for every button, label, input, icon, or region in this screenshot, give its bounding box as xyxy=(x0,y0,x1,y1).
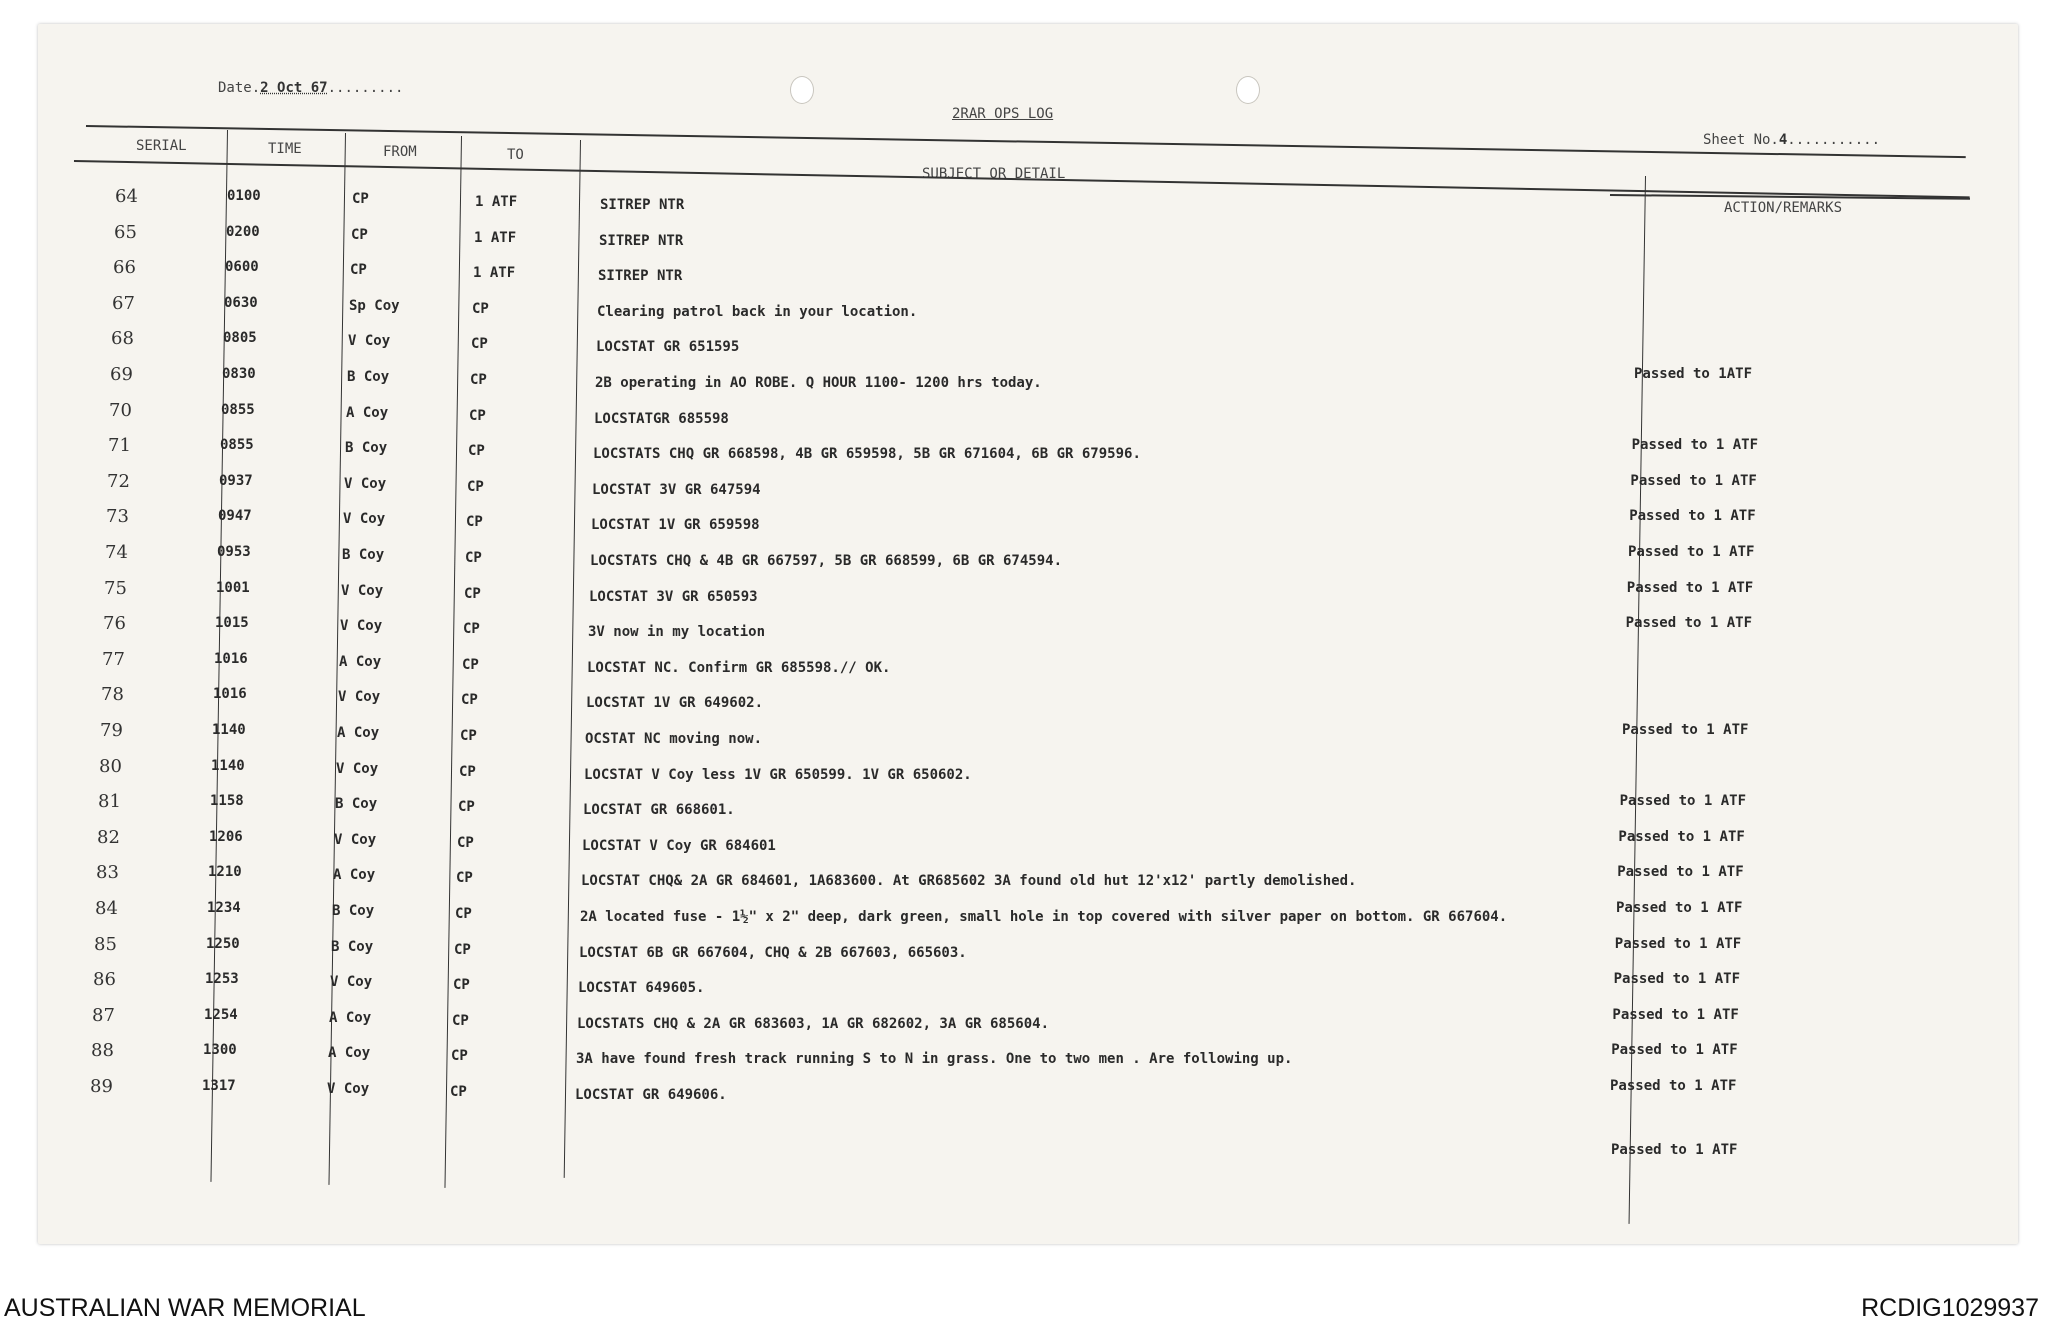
cell-serial: 78 xyxy=(101,684,124,706)
cell-detail: LOCSTAT 1V GR 659598 xyxy=(591,517,760,534)
cell-detail: SITREP NTR xyxy=(599,232,684,249)
cell-to: 1 ATF xyxy=(473,265,516,282)
cell-action: Passed to 1 ATF xyxy=(1625,615,1753,632)
cell-from: A Coy xyxy=(329,1009,372,1026)
cell-to: CP xyxy=(453,977,470,994)
cell-from: V Coy xyxy=(343,511,386,528)
cell-detail: LOCSTAT V Coy less 1V GR 650599. 1V GR 650602. xyxy=(584,766,972,783)
date-label: Date. xyxy=(218,80,261,96)
cell-detail: LOCSTAT 6B GR 667604, CHQ & 2B 667603, 665603. xyxy=(579,944,967,961)
cell-from: B Coy xyxy=(332,903,375,919)
cell-serial: 71 xyxy=(108,435,131,457)
cell-from: V Coy xyxy=(344,475,387,492)
cell-serial: 67 xyxy=(112,292,135,314)
cell-detail: SITREP NTR xyxy=(598,268,683,285)
cell-time: 0947 xyxy=(218,508,252,525)
cell-from: A Coy xyxy=(337,725,380,741)
cell-to: CP xyxy=(468,443,485,460)
cell-to: CP xyxy=(458,799,475,816)
cell-from: B Coy xyxy=(347,369,390,385)
cell-time: 0805 xyxy=(223,330,257,347)
cell-detail: 3V now in my location xyxy=(588,624,766,641)
cell-serial: 86 xyxy=(93,969,116,991)
col-header-to: TO xyxy=(507,147,524,163)
cell-action: Passed to 1ATF xyxy=(1634,366,1753,382)
cell-serial: 87 xyxy=(92,1004,115,1026)
cell-detail: LOCSTAT GR 668601. xyxy=(583,802,735,819)
cell-serial: 72 xyxy=(107,470,130,492)
cell-serial: 79 xyxy=(100,720,123,741)
cell-to: CP xyxy=(455,906,472,922)
cell-action: Passed to 1 ATF xyxy=(1612,1006,1739,1023)
col-header-subject: SUBJECT OR DETAIL xyxy=(922,166,1066,182)
cell-to: CP xyxy=(454,941,471,958)
cell-detail: LOCSTAT 649605. xyxy=(578,980,705,997)
cell-detail: LOCSTAT GR 649606. xyxy=(575,1087,727,1103)
cell-from: B Coy xyxy=(331,938,374,955)
cell-to: CP xyxy=(460,728,477,744)
cell-action: Passed to 1 ATF xyxy=(1622,722,1749,738)
cell-to: CP xyxy=(472,300,489,317)
cell-serial: 83 xyxy=(96,862,119,884)
cell-detail: LOCSTATGR 685598 xyxy=(594,410,729,427)
cell-serial: 75 xyxy=(104,577,127,599)
cell-to: CP xyxy=(465,550,482,566)
cell-time: 1206 xyxy=(209,828,243,845)
cell-time: 0100 xyxy=(227,188,261,204)
cell-detail: SITREP NTR xyxy=(600,197,685,213)
cell-from: V Coy xyxy=(340,618,383,635)
cell-from: A Coy xyxy=(346,404,389,421)
cell-from: V Coy xyxy=(341,582,384,599)
cell-serial: 77 xyxy=(102,648,125,670)
cell-from: CP xyxy=(352,191,369,207)
cell-detail: OCSTAT NC moving now. xyxy=(585,731,763,747)
cell-from: V Coy xyxy=(338,689,381,706)
cell-action: Passed to 1 ATF xyxy=(1611,1042,1738,1059)
cell-to: CP xyxy=(457,834,474,851)
cell-to: CP xyxy=(469,407,486,424)
cell-action: Passed to 1 ATF xyxy=(1629,508,1756,525)
sheet-label: Sheet No. xyxy=(1703,132,1779,148)
cell-to: CP xyxy=(461,692,478,709)
cell-from: A Coy xyxy=(328,1045,371,1062)
sheet-dots: ........... xyxy=(1787,132,1881,148)
cell-serial: 76 xyxy=(103,613,126,635)
cell-action: Passed to 1 ATF xyxy=(1630,472,1757,489)
cell-from: CP xyxy=(350,262,367,279)
cell-action: Passed to 1 ATF xyxy=(1628,544,1755,560)
cell-detail: LOCSTAT GR 651595 xyxy=(596,339,740,356)
cell-action: Passed to 1 ATF xyxy=(1631,437,1759,454)
cell-to: CP xyxy=(466,514,483,531)
cell-serial: 68 xyxy=(111,328,134,350)
cell-detail: LOCSTAT 1V GR 649602. xyxy=(586,695,764,712)
cell-time: 1250 xyxy=(206,935,240,952)
cell-serial: 82 xyxy=(97,826,120,848)
cell-to: CP xyxy=(471,336,488,353)
cell-serial: 74 xyxy=(105,542,128,563)
cell-time: 1158 xyxy=(210,793,244,810)
sheet-field xyxy=(1703,132,1880,148)
cell-detail: LOCSTAT CHQ& 2A GR 684601, 1A683600. At GR685602 3A found old hut 12'x12' partly demolished. xyxy=(581,873,1357,890)
cell-to: CP xyxy=(464,585,481,602)
col-header-time: TIME xyxy=(268,141,302,157)
log-title: 2RAR OPS LOG xyxy=(952,106,1054,122)
cell-time: 0200 xyxy=(226,223,260,240)
footer-source: AUSTRALIAN WAR MEMORIAL xyxy=(4,1294,366,1322)
cell-to: CP xyxy=(470,372,487,388)
cell-serial: 80 xyxy=(99,755,122,777)
cell-to: 1 ATF xyxy=(475,194,518,210)
cell-serial: 88 xyxy=(91,1040,114,1062)
cell-serial: 65 xyxy=(114,221,137,243)
cell-action: Passed to 1 ATF xyxy=(1616,900,1743,916)
cell-from: Sp Coy xyxy=(349,297,400,314)
cell-from: V Coy xyxy=(336,760,379,777)
cell-action: Passed to 1 ATF xyxy=(1613,971,1741,988)
cell-time: 0953 xyxy=(217,544,251,560)
cell-time: 1210 xyxy=(208,864,242,881)
cell-to: CP xyxy=(452,1012,469,1029)
cell-time: 0855 xyxy=(221,401,255,418)
cell-serial: 89 xyxy=(90,1076,113,1097)
cell-detail: 3A have found fresh track running S to N in grass. One to two men . Are following up. xyxy=(576,1051,1293,1068)
punch-hole-left xyxy=(790,76,814,104)
cell-to: CP xyxy=(467,478,484,495)
cell-detail: LOCSTATS CHQ & 4B GR 667597, 5B GR 668599, 6B GR 674594. xyxy=(590,553,1063,569)
cell-time: 1317 xyxy=(202,1078,236,1094)
cell-detail: LOCSTAT NC. Confirm GR 685598.// OK. xyxy=(587,659,891,676)
sheet-value: 4 xyxy=(1778,132,1788,148)
col-header-from: FROM xyxy=(383,144,417,160)
cell-serial: 66 xyxy=(113,257,136,279)
cell-from: V Coy xyxy=(334,831,377,848)
cell-detail: 2A located fuse - 1½" x 2" deep, dark green, small hole in top covered with silver paper on bottom. GR 667604. xyxy=(580,909,1508,925)
cell-from: B Coy xyxy=(342,547,385,563)
cell-from: V Coy xyxy=(330,974,373,991)
cell-serial: 81 xyxy=(98,791,121,813)
cell-detail: LOCSTATS CHQ & 2A GR 683603, 1A GR 682602, 3A GR 685604. xyxy=(577,1015,1050,1032)
cell-detail: LOCSTAT 3V GR 647594 xyxy=(592,481,761,498)
punch-hole-right xyxy=(1236,76,1260,104)
cell-time: 1253 xyxy=(205,971,239,988)
cell-to: CP xyxy=(459,763,476,780)
date-value: 2 Oct 67 xyxy=(260,80,328,96)
cell-serial: 85 xyxy=(94,933,117,955)
cell-time: 1016 xyxy=(213,686,247,703)
cell-from: V Coy xyxy=(327,1081,370,1097)
cell-detail: LOCSTATS CHQ GR 668598, 4B GR 659598, 5B GR 671604, 6B GR 679596. xyxy=(593,446,1141,463)
cell-time: 0630 xyxy=(224,294,258,311)
cell-time: 0830 xyxy=(222,366,256,382)
footer-record-id: RCDIG1029937 xyxy=(1861,1294,2039,1322)
cell-serial: 69 xyxy=(110,364,133,385)
cell-serial: 64 xyxy=(115,186,138,207)
cell-action: Passed to 1 ATF xyxy=(1618,828,1745,845)
col-header-serial: SERIAL xyxy=(136,138,187,154)
cell-action: Passed to 1 ATF xyxy=(1617,864,1744,881)
cell-time: 1001 xyxy=(216,579,250,596)
cell-to: CP xyxy=(462,656,479,673)
extra-action-remark: Passed to 1 ATF xyxy=(1611,1142,1738,1158)
col-header-action: ACTION/REMARKS xyxy=(1724,200,1843,216)
cell-from: A Coy xyxy=(339,653,382,670)
cell-time: 0600 xyxy=(225,259,259,276)
cell-from: CP xyxy=(351,226,368,243)
cell-to: CP xyxy=(456,870,473,887)
cell-time: 0855 xyxy=(220,437,254,454)
cell-from: B Coy xyxy=(335,796,378,813)
date-dots: ......... xyxy=(327,80,404,96)
cell-to: CP xyxy=(450,1084,467,1100)
cell-action: Passed to 1 ATF xyxy=(1619,793,1747,810)
cell-detail: 2B operating in AO ROBE. Q HOUR 1100- 1200 hrs today. xyxy=(595,375,1042,391)
cell-to: CP xyxy=(451,1048,468,1065)
cell-time: 1016 xyxy=(214,650,248,667)
cell-action: Passed to 1 ATF xyxy=(1610,1078,1737,1094)
cell-time: 1300 xyxy=(203,1042,237,1059)
cell-detail: LOCSTAT V Coy GR 684601 xyxy=(582,837,776,854)
cell-from: B Coy xyxy=(345,440,388,457)
cell-detail: LOCSTAT 3V GR 650593 xyxy=(589,588,758,605)
cell-to: CP xyxy=(463,621,480,638)
cell-time: 1015 xyxy=(215,615,249,632)
cell-action: Passed to 1 ATF xyxy=(1626,579,1754,596)
cell-from: V Coy xyxy=(348,333,391,350)
cell-time: 0937 xyxy=(219,472,253,489)
cell-to: 1 ATF xyxy=(474,229,517,246)
cell-serial: 84 xyxy=(95,898,118,919)
cell-serial: 73 xyxy=(106,506,129,528)
cell-time: 1234 xyxy=(207,900,241,916)
cell-time: 1140 xyxy=(211,757,245,774)
cell-from: A Coy xyxy=(333,867,376,884)
cell-time: 1140 xyxy=(212,722,246,738)
cell-detail: Clearing patrol back in your location. xyxy=(597,303,918,320)
cell-action: Passed to 1 ATF xyxy=(1614,935,1742,952)
cell-time: 1254 xyxy=(204,1006,238,1023)
date-field xyxy=(218,80,403,96)
cell-serial: 70 xyxy=(109,399,132,421)
